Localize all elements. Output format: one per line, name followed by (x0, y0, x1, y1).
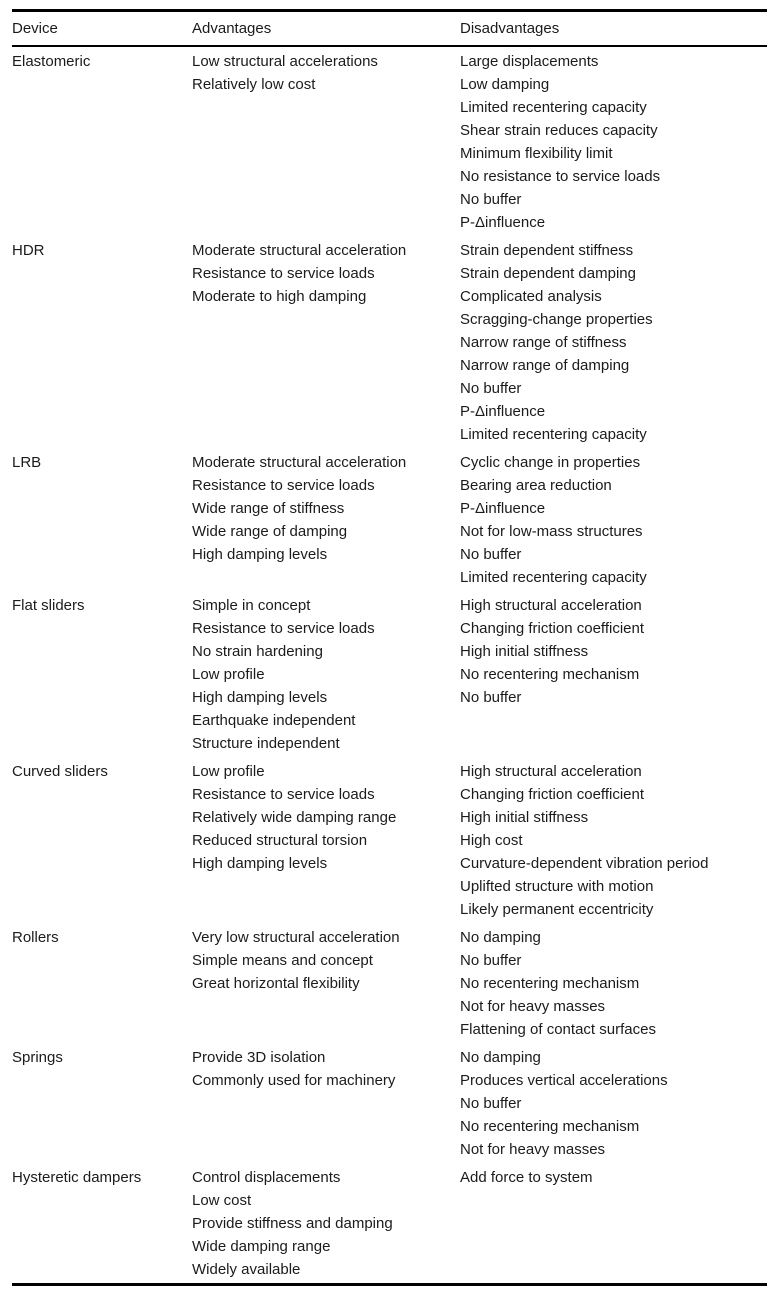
disadvantage-item: No buffer (460, 1095, 522, 1112)
advantage-item: Resistance to service loads (192, 786, 375, 803)
advantage-item: Great horizontal flexibility (192, 975, 360, 992)
disadvantage-item: Likely permanent eccentricity (460, 901, 654, 918)
disadvantage-item: Strain dependent stiffness (460, 242, 634, 259)
advantage-item: Relatively low cost (192, 76, 316, 93)
disadvantage-item: No buffer (460, 952, 522, 969)
disadvantage-item: Curvature-dependent vibration period (460, 855, 709, 872)
advantage-item: Resistance to service loads (192, 265, 375, 282)
disadvantage-item: High structural acceleration (460, 597, 642, 614)
disadvantage-item: Strain dependent damping (460, 265, 636, 282)
advantage-item: Simple means and concept (192, 952, 373, 969)
advantage-item: Reduced structural torsion (192, 832, 368, 849)
disadvantages-cell (460, 1163, 767, 1285)
disadvantage-item: Narrow range of stiffness (460, 334, 627, 351)
disadvantages-cell (460, 46, 767, 236)
disadvantage-item: Cyclic change in properties (460, 454, 641, 471)
disadvantage-item: Narrow range of damping (460, 357, 630, 374)
disadvantage-item: Flattening of contact surfaces (460, 1021, 656, 1038)
header-disadvantages: Disadvantages (460, 11, 767, 47)
advantage-item: Very low structural acceleration (192, 929, 400, 946)
advantage-item: Wide range of damping (192, 523, 348, 540)
disadvantage-item: Limited recentering capacity (460, 569, 647, 586)
header-device: Device (12, 11, 192, 47)
advantage-item: Provide 3D isolation (192, 1049, 326, 1066)
advantage-item: Structure independent (192, 735, 340, 752)
header-advantages: Advantages (192, 11, 460, 47)
disadvantage-item: No recentering mechanism (460, 666, 640, 683)
disadvantage-item: No buffer (460, 191, 522, 208)
disadvantage-item: No damping (460, 929, 541, 946)
disadvantage-item: High cost (460, 832, 523, 849)
table-body (12, 46, 767, 1285)
advantages-cell (192, 923, 460, 1043)
disadvantage-item: Low damping (460, 76, 550, 93)
advantages-cell (192, 448, 460, 591)
device-cell (12, 46, 192, 236)
advantage-item: Moderate structural acceleration (192, 454, 407, 471)
advantages-cell (192, 46, 460, 236)
disadvantage-item: Limited recentering capacity (460, 426, 647, 443)
advantages-cell (192, 757, 460, 923)
disadvantage-item: P-Δinfluence (460, 500, 546, 517)
disadvantage-item: Limited recentering capacity (460, 99, 647, 116)
disadvantages-cell (460, 757, 767, 923)
advantage-item: Earthquake independent (192, 712, 356, 729)
disadvantage-item: Not for heavy masses (460, 1141, 606, 1158)
disadvantage-item: P-Δinfluence (460, 403, 546, 420)
advantage-item: Low structural accelerations (192, 53, 378, 70)
device-row (12, 757, 767, 923)
disadvantage-item: Produces vertical accelerations (460, 1072, 668, 1089)
device-cell (12, 923, 192, 1043)
device-cell (12, 1043, 192, 1163)
advantage-item: Control displacements (192, 1169, 341, 1186)
advantage-item: High damping levels (192, 546, 328, 563)
device-cell (12, 1163, 192, 1285)
disadvantage-item: Changing friction coefficient (460, 620, 644, 637)
disadvantage-item: No recentering mechanism (460, 975, 640, 992)
device-cell (12, 591, 192, 757)
advantage-item: Simple in concept (192, 597, 311, 614)
advantages-cell (192, 1163, 460, 1285)
advantage-item: Low cost (192, 1192, 252, 1209)
disadvantage-item: Minimum flexibility limit (460, 145, 613, 162)
advantage-item: Provide stiffness and damping (192, 1215, 393, 1232)
disadvantage-item: Large displacements (460, 53, 599, 70)
disadvantage-item: Changing friction coefficient (460, 786, 644, 803)
disadvantage-item: No damping (460, 1049, 541, 1066)
disadvantage-item: High initial stiffness (460, 643, 589, 660)
disadvantage-item: No buffer (460, 380, 522, 397)
advantage-item: High damping levels (192, 689, 328, 706)
disadvantages-cell (460, 1043, 767, 1163)
disadvantages-cell (460, 591, 767, 757)
disadvantage-item: Uplifted structure with motion (460, 878, 654, 895)
advantages-cell (192, 591, 460, 757)
advantage-item: Resistance to service loads (192, 620, 375, 637)
advantage-item: Wide damping range (192, 1238, 331, 1255)
disadvantage-item: Shear strain reduces capacity (460, 122, 658, 139)
disadvantage-item: High structural acceleration (460, 763, 642, 780)
disadvantage-item: Scragging-change properties (460, 311, 653, 328)
disadvantage-item: Not for low-mass structures (460, 523, 643, 540)
disadvantage-item: Add force to system (460, 1169, 593, 1186)
advantage-item: Moderate to high damping (192, 288, 367, 305)
device-row (12, 923, 767, 1043)
device-name: Springs (12, 1049, 63, 1066)
device-row (12, 448, 767, 591)
device-name: Rollers (12, 929, 59, 946)
device-name: HDR (12, 242, 45, 259)
advantage-item: High damping levels (192, 855, 328, 872)
device-name: Elastomeric (12, 53, 91, 70)
advantage-item: Relatively wide damping range (192, 809, 397, 826)
disadvantage-item: High initial stiffness (460, 809, 589, 826)
device-name: Flat sliders (12, 597, 85, 614)
advantages-cell (192, 236, 460, 448)
disadvantage-item: No buffer (460, 546, 522, 563)
device-name: LRB (12, 454, 42, 471)
disadvantages-cell (460, 236, 767, 448)
device-row (12, 1043, 767, 1163)
disadvantage-item: Complicated analysis (460, 288, 602, 305)
advantages-cell (192, 1043, 460, 1163)
advantage-item: Low profile (192, 763, 265, 780)
device-row (12, 591, 767, 757)
header-row (12, 11, 767, 47)
advantage-item: Resistance to service loads (192, 477, 375, 494)
advantage-item: Widely available (192, 1261, 301, 1278)
disadvantage-item: No resistance to service loads (460, 168, 661, 185)
advantage-item: No strain hardening (192, 643, 323, 660)
advantage-item: Commonly used for machinery (192, 1072, 396, 1089)
disadvantages-cell (460, 448, 767, 591)
advantage-item: Moderate structural acceleration (192, 242, 407, 259)
disadvantage-item: No buffer (460, 689, 522, 706)
disadvantage-item: Not for heavy masses (460, 998, 606, 1015)
disadvantage-item: No recentering mechanism (460, 1118, 640, 1135)
device-cell (12, 236, 192, 448)
device-row (12, 236, 767, 448)
advantage-item: Low profile (192, 666, 265, 683)
disadvantage-item: Bearing area reduction (460, 477, 612, 494)
disadvantages-cell (460, 923, 767, 1043)
device-cell (12, 757, 192, 923)
device-name: Hysteretic dampers (12, 1169, 142, 1186)
device-name: Curved sliders (12, 763, 108, 780)
device-row (12, 1163, 767, 1285)
advantage-item: Wide range of stiffness (192, 500, 345, 517)
device-comparison-table (12, 9, 767, 1286)
device-row (12, 46, 767, 236)
disadvantage-item: P-Δinfluence (460, 214, 546, 231)
device-cell (12, 448, 192, 591)
